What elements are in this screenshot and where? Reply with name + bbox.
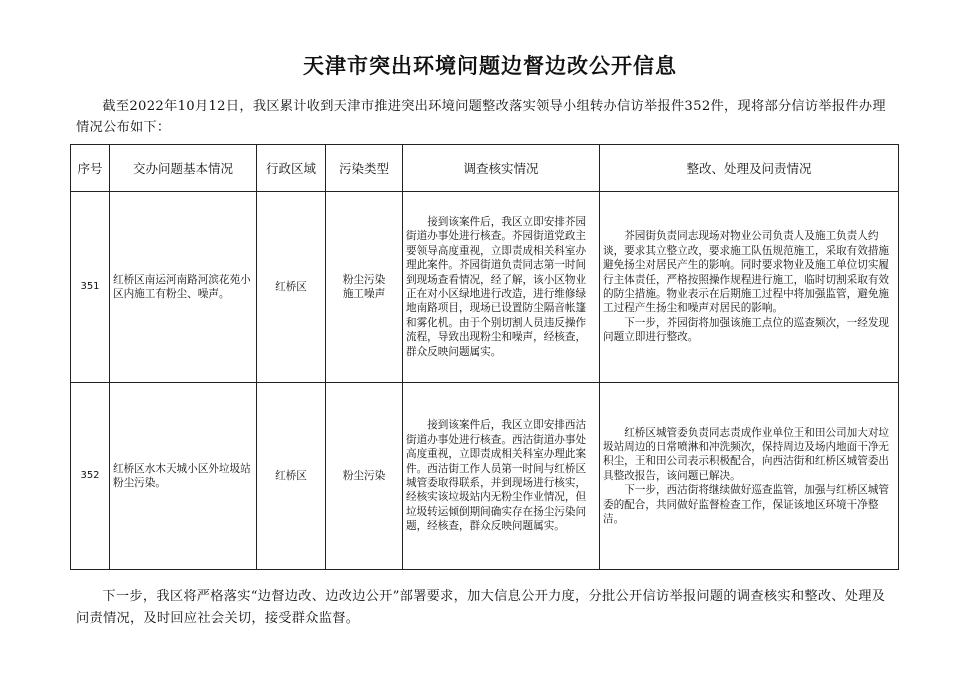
table-row xyxy=(71,192,899,383)
case-pollution-type: 粉尘污染 xyxy=(326,383,403,570)
table-row xyxy=(71,383,899,570)
cases-table xyxy=(70,144,899,570)
rectification-paragraph: 下一步，西沽街将继续做好巡查监管，加强与红桥区城管委的配合，共同做好监督检查工作，保证该地区环境干净整洁。 xyxy=(603,484,890,526)
intro-paragraph: 截至2022年10月12日，我区累计收到天津市推进突出环境问题整改落实领导小组转办信访举报件352件，现将部分信访举报件办理情况公布如下： xyxy=(76,99,886,135)
table-header-row xyxy=(71,145,899,192)
case-rectification xyxy=(600,383,899,570)
case-pollution-type: 粉尘污染 施工噪声 xyxy=(326,192,403,383)
case-district: 红桥区 xyxy=(257,192,326,383)
rectification-paragraph: 芥园街负责同志现场对物业公司负责人及施工负责人约谈，要求其立整立改，要求施工队伍规范施工，采取有效措施避免扬尘对居民产生的影响。同时要求物业及施工单位切实履行主体责任，严格按照操作规程进行施工，临时切割采取有效的防尘措施。物业表示在后期施工过程中将加强监管，避免施工过程产生扬尘和噪声对居民的影响。 xyxy=(603,230,890,315)
header-no: 序号 xyxy=(71,145,110,192)
header-pollution-type: 污染类型 xyxy=(326,145,403,192)
rectification-paragraph: 下一步，芥园街将加强该施工点位的巡查频次，一经发现问题立即进行整改。 xyxy=(603,316,890,344)
case-rectification xyxy=(600,192,899,383)
rectification-paragraph: 红桥区城管委负责同志责成作业单位王和田公司加大对垃圾站周边的日常喷淋和冲洗频次，保持周边及场内地面干净无积尘，王和田公司表示积极配合，向西沽街和红桥区城管委出具整改报告，该问题已解决。 xyxy=(603,426,890,482)
case-investigation xyxy=(403,192,600,383)
header-problem: 交办问题基本情况 xyxy=(110,145,257,192)
case-district: 红桥区 xyxy=(257,383,326,570)
investigation-text: 接到该案件后，我区立即安排西沽街道办事处进行核查。西沽街道办事处高度重视，立即责成相关科室办理此案件。西沽街工作人员第一时间与红桥区城管委取得联系，并到现场进行核实，经核实该垃圾站内无粉尘作业情况，但垃圾转运倾倒期间确实存在扬尘污染问题，经核查，群众反映问题属实。 xyxy=(406,419,587,533)
header-district: 行政区域 xyxy=(257,145,326,192)
case-problem: 红桥区南运河南路河滨花苑小区内施工有粉尘、噪声。 xyxy=(110,192,257,383)
closing-paragraph: 下一步，我区将严格落实“边督边改、边改边公开”部署要求，加大信息公开力度，分批公开信访举报问题的调查核实和整改、处理及问责情况，及时回应社会关切，接受群众监督。 xyxy=(76,589,886,626)
case-investigation xyxy=(403,383,600,570)
investigation-text: 接到该案件后，我区立即安排芥园街道办事处进行核查。芥园街道党政主要领导高度重视，立即责成相关科室办理此案件。芥园街道负责同志第一时间到现场查看情况，经了解，该小区物业正在对小区绿地进行改造，进行维修绿地南路项目，现场已设置防尘隔音帐篷和雾化机。由于个别切割人员违反操作流程，导致出现粉尘和噪声，经核查，群众反映问题属实。 xyxy=(406,215,587,358)
case-problem: 红桥区水木天城小区外垃圾站粉尘污染。 xyxy=(110,383,257,570)
page-title: 天津市突出环境问题边督边改公开信息 xyxy=(303,54,677,78)
header-rectification: 整改、处理及问责情况 xyxy=(600,145,899,192)
header-investigation: 调查核实情况 xyxy=(403,145,600,192)
case-number: 351 xyxy=(71,192,110,383)
case-number: 352 xyxy=(71,383,110,570)
